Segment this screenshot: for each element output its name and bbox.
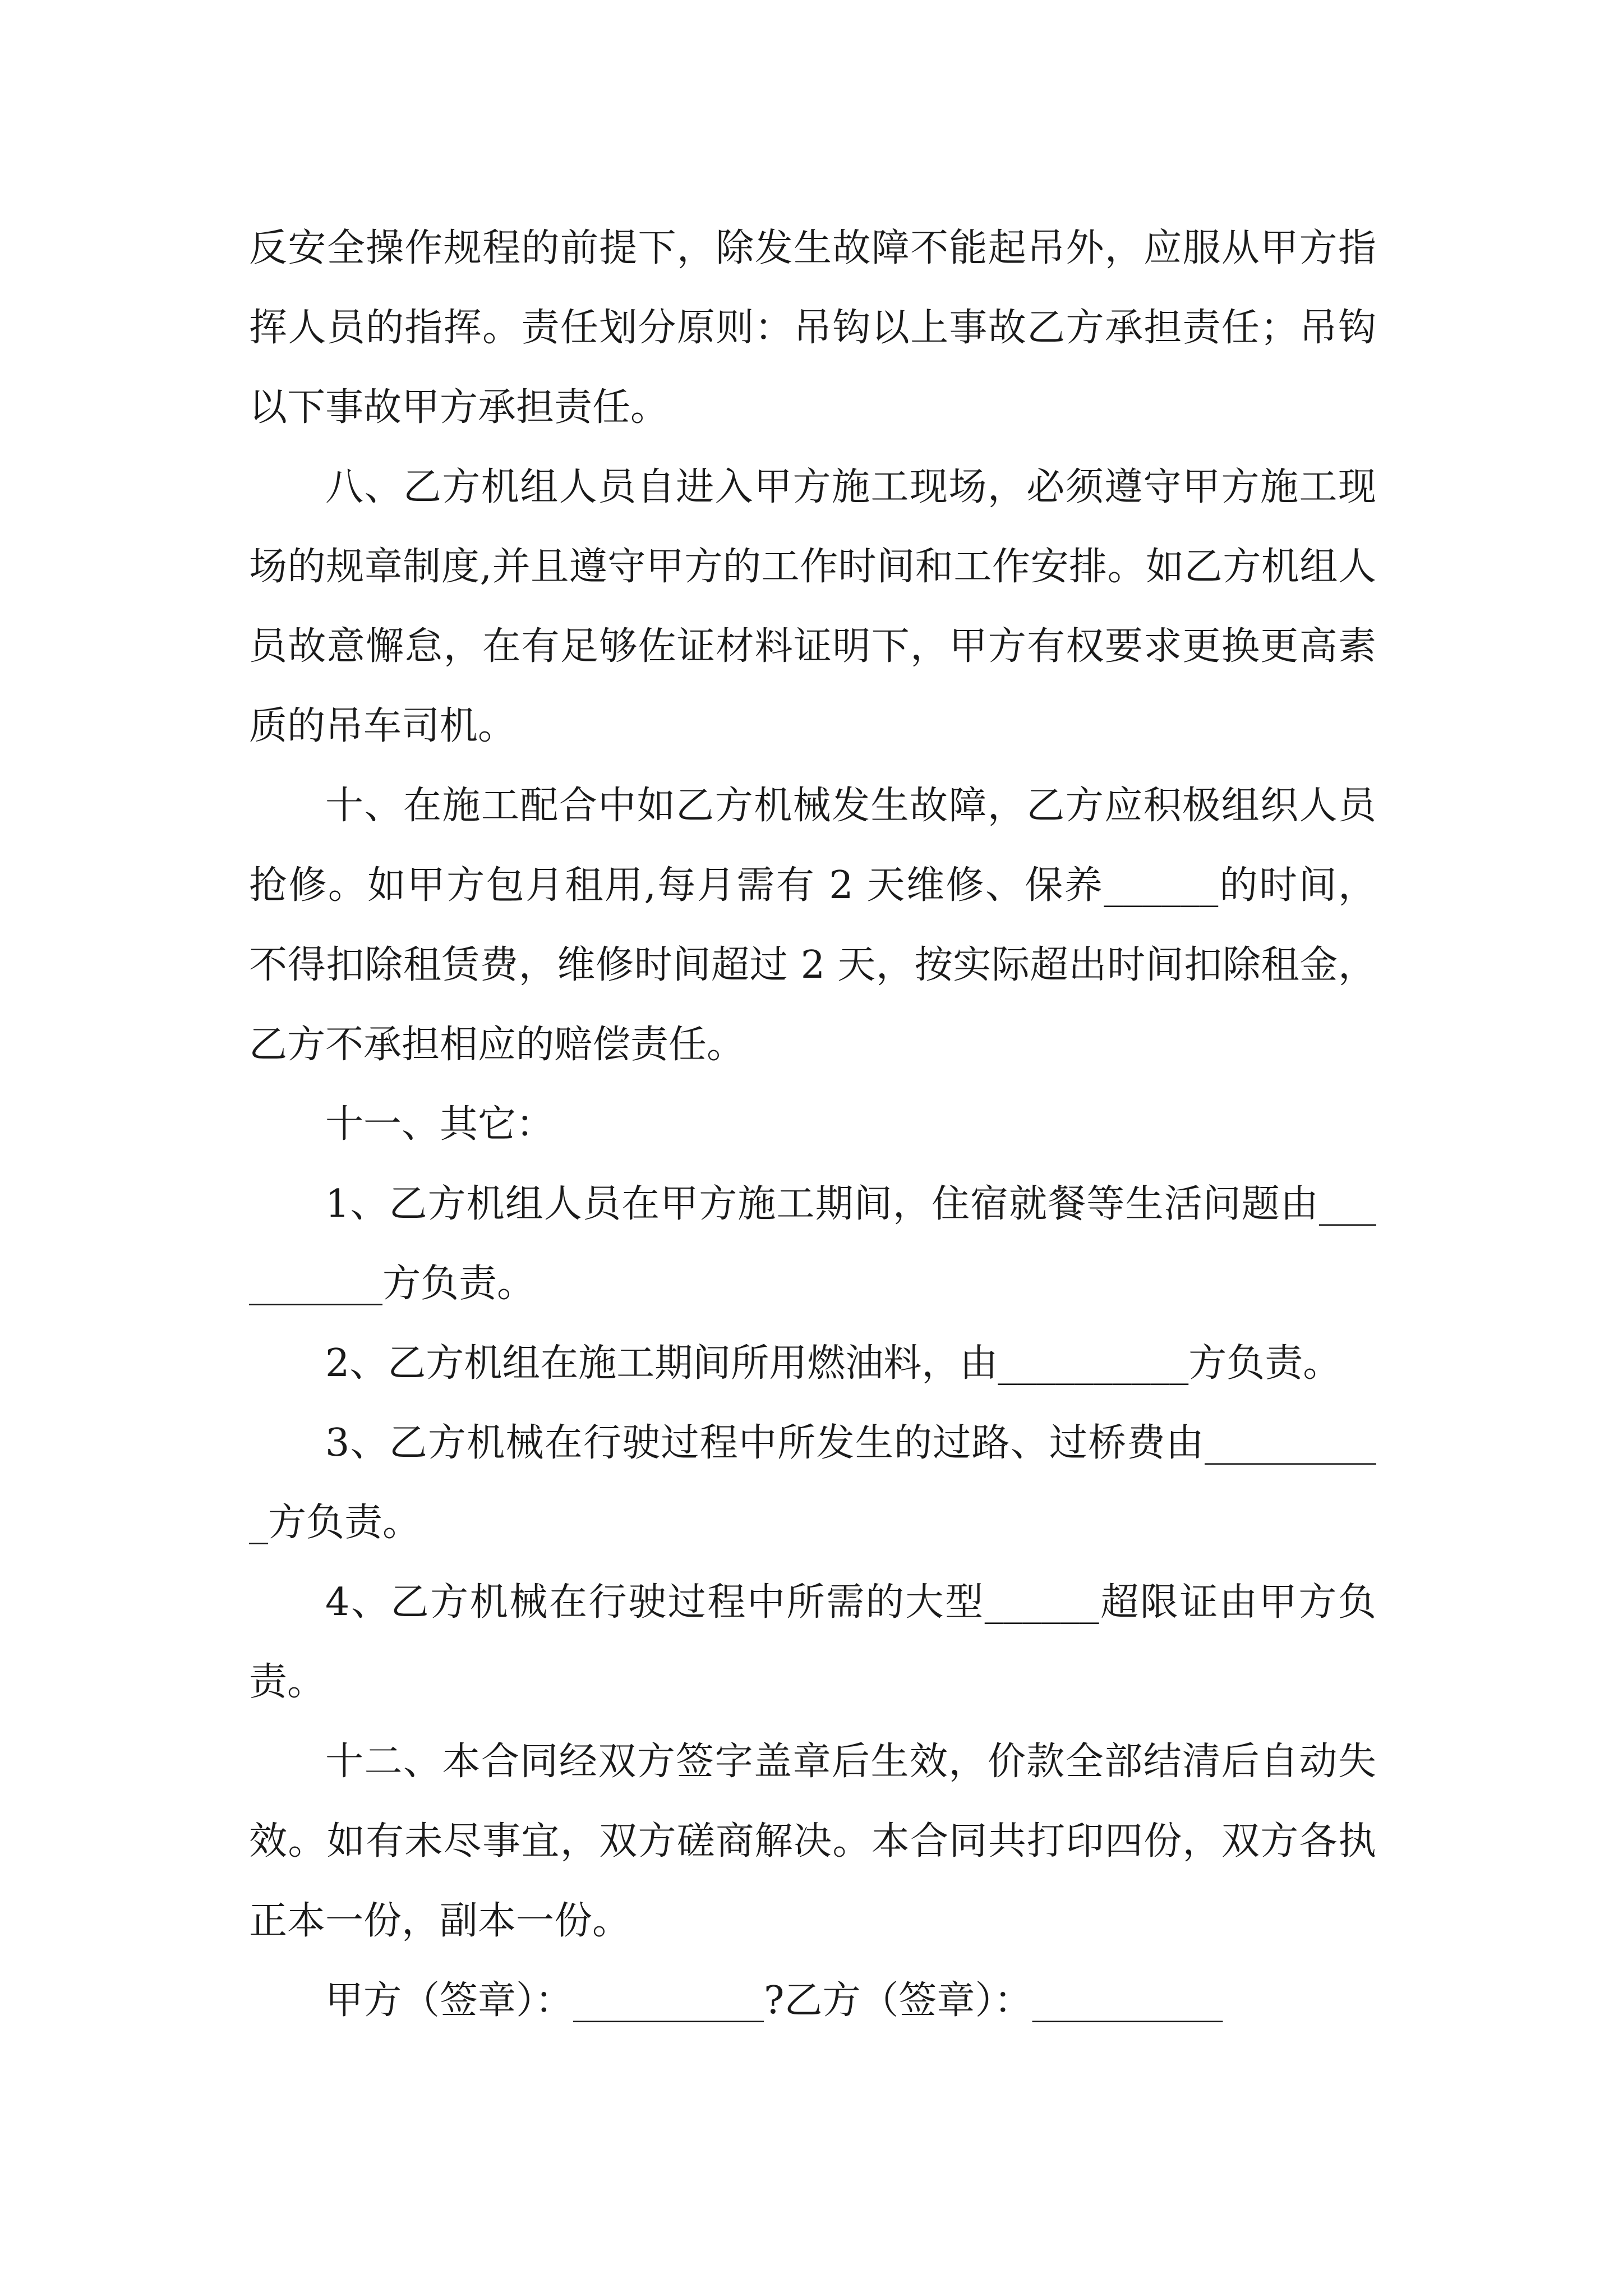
paragraph-clause-11-item-1: 1、乙方机组人员在甲方施工期间，住宿就餐等生活问题由__________方负责。 bbox=[249, 1182, 1376, 1306]
paragraph-clause-11-item-2: 2、乙方机组在施工期间所用燃油料，由__________方负责。 bbox=[325, 1341, 1341, 1386]
paragraph-clause-12: 十二、本合同经双方签字盖章后生效，价款全部结清后自动失效。如有未尽事宜，双方磋商解决。本合同共打印四份，双方各执正本一份，副本一份。 bbox=[249, 1740, 1376, 1943]
signature-line: 甲方（签章）：__________?乙方（签章）：__________ bbox=[325, 1978, 1223, 2023]
paragraph-clause-11-heading: 十一、其它： bbox=[325, 1102, 555, 1147]
paragraph-safety-clause: 反安全操作规程的前提下，除发生故障不能起吊外，应服从甲方指挥人员的指挥。责任划分原则：吊钩以上事故乙方承担责任；吊钩以下事故甲方承担责任。 bbox=[249, 226, 1376, 430]
paragraph-clause-8: 八、乙方机组人员自进入甲方施工现场，必须遵守甲方施工现场的规章制度,并且遵守甲方的工作时间和工作安排。如乙方机组人员故意懈怠，在有足够佐证材料证明下，甲方有权要求更换更高素质的吊车司机。 bbox=[249, 465, 1376, 748]
paragraph-clause-11-item-3: 3、乙方机械在行驶过程中所发生的过路、过桥费由__________方负责。 bbox=[249, 1421, 1376, 1545]
document-body bbox=[249, 209, 1376, 2041]
paragraph-clause-11-item-4: 4、乙方机械在行驶过程中所需的大型______超限证由甲方负责。 bbox=[249, 1580, 1376, 1704]
paragraph-clause-10: 十、在施工配合中如乙方机械发生故障，乙方应积极组织人员抢修。如甲方包月租用,每月需有 2 天维修、保养______的时间，不得扣除租赁费，维修时间超过 2 天，按实际超出时间扣除租金，乙方不承担相应的赔偿责任。 bbox=[249, 784, 1376, 1067]
